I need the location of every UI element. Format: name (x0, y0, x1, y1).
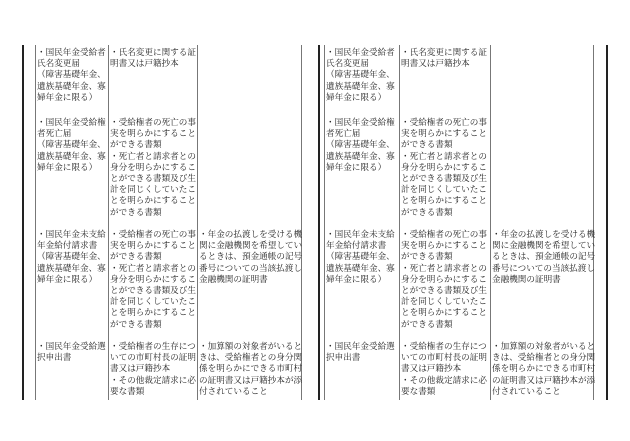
cell-form: ・国民年金未支給 年金給付請求書 （障害基礎年金、 遺族基礎年金、寡 婦年金に限る） (37, 230, 106, 285)
cell-form: ・国民年金受給者 氏名変更届 （障害基礎年金、 遺族基礎年金、寡 婦年金に限る） (326, 48, 395, 103)
table-border (197, 45, 198, 400)
cell-documents: ・受給権者の生存につ いての市町村長の証明 書又は戸籍抄本 ・その他裁定請求に必 要な書類 (110, 342, 196, 397)
cell-documents: ・氏名変更に関する証 明書又は戸籍抄本 (401, 48, 487, 70)
cell-documents: ・受給権者の死亡の事 実を明らかにすること ができる書類 ・死亡者と請求者との 身分を明らかにするこ とができる書類及び生 計を同じくしていたこ とを明らかにすること ができる書類 (110, 118, 196, 218)
cell-form: ・国民年金受給権 者死亡届 （障害基礎年金、 遺族基礎年金、寡 婦年金に限る） (37, 118, 106, 173)
cell-notes: ・加算額の対象者がいると きは、受給権者との身分関 係を明らかにできる市町村 の証明書又は戸籍抄本が添 付されていること (492, 342, 596, 397)
cell-documents: ・氏名変更に関する証 明書又は戸籍抄本 (110, 48, 196, 70)
cell-documents: ・受給権者の死亡の事 実を明らかにすること ができる書類 ・死亡者と請求者との 身分を明らかにするこ とができる書類及び生 計を同じくしていたこ とを明らかにすること ができる書類 (401, 230, 487, 330)
table-border (399, 45, 400, 400)
cell-notes: ・加算額の対象者がいると きは、受給権者との身分関 係を明らかにできる市町村 の証明書又は戸籍抄本が添 付されていること (199, 342, 303, 397)
cell-form: ・国民年金受給選 択申出書 (326, 342, 395, 364)
cell-notes: ・年金の払渡しを受ける機 関に金融機関を希望してい るときは、預金通帳の記号 番号についての当該払渡し 金融機関の証明書 (199, 230, 303, 285)
cell-notes: ・年金の払渡しを受ける機 関に金融機関を希望してい るときは、預金通帳の記号 番号についての当該払渡し 金融機関の証明書 (492, 230, 596, 285)
table-border (22, 45, 24, 400)
table-border (606, 45, 608, 400)
cell-documents: ・受給権者の死亡の事 実を明らかにすること ができる書類 ・死亡者と請求者との 身分を明らかにするこ とができる書類及び生 計を同じくしていたこ とを明らかにすること ができる書類 (110, 230, 196, 330)
table-border (108, 45, 109, 400)
cell-documents: ・受給権者の死亡の事 実を明らかにすること ができる書類 ・死亡者と請求者との 身分を明らかにするこ とができる書類及び生 計を同じくしていたこ とを明らかにすること ができる書類 (401, 118, 487, 218)
table-border (324, 45, 325, 400)
cell-documents: ・受給権者の生存につ いての市町村長の証明 書又は戸籍抄本 ・その他裁定請求に必 要な書類 (401, 342, 487, 397)
cell-form: ・国民年金受給権 者死亡届 （障害基礎年金、 遺族基礎年金、寡 婦年金に限る） (326, 118, 395, 173)
cell-form: ・国民年金受給者 氏名変更届 （障害基礎年金、 遺族基礎年金、寡 婦年金に限る） (37, 48, 106, 103)
table-border (318, 45, 320, 400)
table-border (35, 45, 36, 400)
cell-form: ・国民年金受給選 択申出書 (37, 342, 106, 364)
table-border (490, 45, 491, 400)
cell-form: ・国民年金未支給 年金給付請求書 （障害基礎年金、 遺族基礎年金、寡 婦年金に限る） (326, 230, 395, 285)
